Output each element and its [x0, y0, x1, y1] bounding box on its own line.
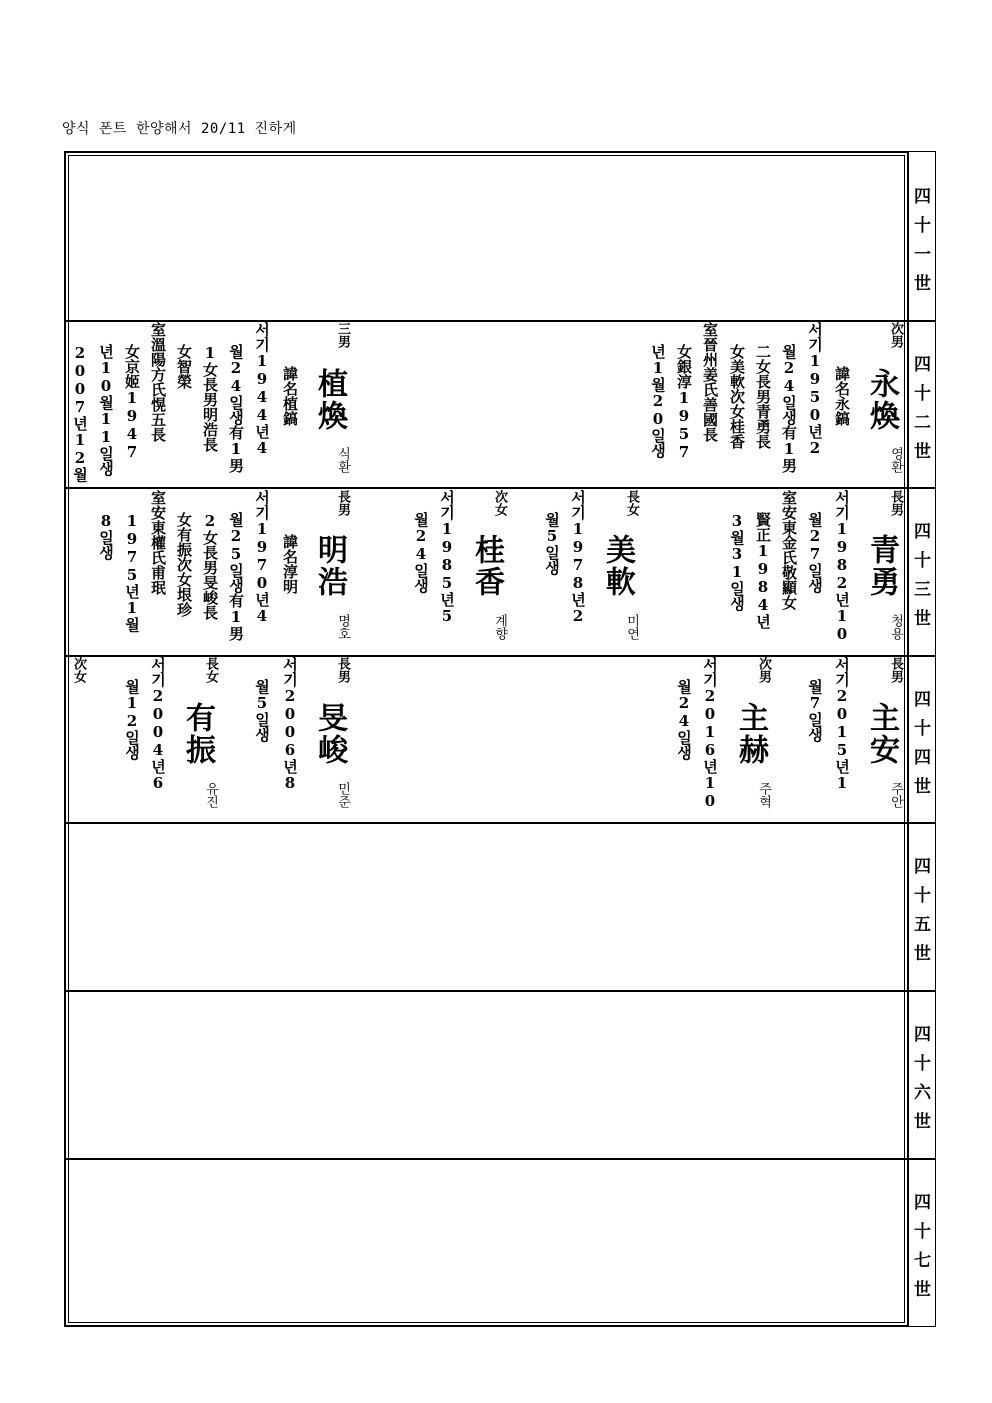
generation-char: 十	[914, 216, 931, 236]
detail-line: 諱名淳明	[281, 534, 299, 594]
generation-char: 三	[914, 580, 931, 600]
generation-char: 四	[914, 748, 931, 768]
detail-line: 월24일생有1男	[780, 344, 798, 473]
detail-line: 서기2015년1	[833, 657, 851, 792]
korean-name: 식환	[335, 447, 350, 473]
row-divider	[64, 822, 936, 824]
detail-line: 1975년1월	[123, 512, 141, 632]
generation-label	[909, 488, 936, 655]
generation-char: 十	[914, 384, 931, 404]
detail-line: 월12일생	[123, 679, 141, 760]
detail-line: 년1월20일생	[649, 344, 667, 458]
detail-line: 월27일생	[806, 512, 824, 593]
relation-label: 三男	[335, 322, 350, 348]
detail-line: 월24일생	[675, 679, 693, 760]
relation-label: 長男	[888, 490, 903, 516]
generation-char: 世	[914, 442, 931, 462]
generation-label	[909, 153, 936, 320]
korean-name: 주혁	[756, 782, 771, 808]
generation-char: 十	[914, 719, 931, 739]
person-name: 主赫	[733, 702, 768, 766]
generation-char: 一	[914, 245, 931, 265]
korean-name: 계향	[492, 614, 507, 640]
person-name: 永煥	[864, 368, 899, 432]
detail-line: 女智榮	[175, 344, 193, 389]
detail-line: 女銀淳1957	[675, 344, 693, 461]
detail-line: 월7일생	[806, 679, 824, 742]
person-name: 桂香	[469, 534, 504, 598]
detail-line: 서기1982년10	[833, 490, 851, 643]
generation-char: 二	[914, 413, 931, 433]
korean-name: 민준	[335, 782, 350, 808]
detail-line: 女京姬1947	[123, 344, 141, 461]
relation-label: 長女	[203, 657, 218, 683]
detail-line: 년10월11일생	[97, 344, 115, 476]
korean-name: 청용	[888, 614, 903, 640]
detail-line: 二女長男青勇長	[754, 344, 772, 449]
generation-char: 四	[914, 1025, 931, 1045]
generation-char: 世	[914, 777, 931, 797]
detail-line: 賢正1984년	[754, 512, 772, 629]
generation-char: 四	[914, 690, 931, 710]
detail-line: 2007년12월	[71, 344, 89, 482]
generation-char: 四	[914, 1193, 931, 1213]
generation-char: 十	[914, 1222, 931, 1242]
relation-label: 長男	[888, 657, 903, 683]
relation-label: 長男	[335, 657, 350, 683]
detail-line: 서기1978년2	[569, 490, 587, 625]
detail-line: 서기2006년8	[281, 657, 299, 792]
korean-name: 미연	[624, 614, 639, 640]
generation-char: 七	[914, 1251, 931, 1271]
row-divider	[64, 655, 936, 657]
detail-line: 女有振次女垠珍	[175, 512, 193, 617]
korean-name: 주안	[888, 782, 903, 808]
detail-line: 월24일생有1男	[227, 344, 245, 473]
person-name: 青勇	[864, 534, 899, 598]
generation-char: 十	[914, 886, 931, 906]
generation-char: 六	[914, 1083, 931, 1103]
generation-char: 世	[914, 944, 931, 964]
row-divider	[64, 1158, 936, 1160]
generation-label	[909, 1159, 936, 1325]
detail-line: 諱名永鎬	[833, 366, 851, 426]
generation-char: 十	[914, 551, 931, 571]
detail-line: 서기1985년5	[438, 490, 456, 625]
detail-line: 서기1950년2	[806, 322, 824, 457]
detail-line: 3월31일생	[728, 512, 746, 611]
detail-line: 室安東金氏敬顯女	[780, 490, 798, 610]
generation-label	[909, 656, 936, 822]
generation-char: 四	[914, 522, 931, 542]
person-name: 明浩	[312, 534, 347, 598]
detail-line: 2女長男旻峻長	[201, 512, 219, 620]
generation-char: 四	[914, 355, 931, 375]
generation-char: 世	[914, 1280, 931, 1300]
detail-line: 室溫陽方氏愰五長	[149, 322, 167, 442]
row-divider	[64, 990, 936, 992]
generation-char: 世	[914, 609, 931, 629]
detail-line: 서기1970년4	[253, 490, 271, 625]
detail-line: 서기1944년4	[253, 322, 271, 457]
relation-label: 次女	[71, 657, 86, 683]
relation-label: 次女	[492, 490, 507, 516]
person-name: 植煥	[312, 368, 347, 432]
korean-name: 유진	[203, 782, 218, 808]
header-note: 양식 폰트 한양해서 20/11 진하게	[62, 121, 297, 137]
korean-name: 명호	[335, 614, 350, 640]
generation-char: 世	[914, 274, 931, 294]
person-name: 美軟	[600, 534, 635, 598]
relation-label: 長男	[335, 490, 350, 516]
detail-line: 諱名植鎬	[281, 366, 299, 426]
generation-char: 世	[914, 1112, 931, 1132]
relation-label: 長女	[624, 490, 639, 516]
generation-label	[909, 823, 936, 990]
detail-line: 월24일생	[412, 512, 430, 593]
person-name: 旻峻	[312, 702, 347, 766]
detail-line: 室晉州姜氏善國長	[701, 322, 719, 442]
person-name: 有振	[180, 702, 215, 766]
detail-line: 8일생	[97, 512, 115, 560]
detail-line: 서기2004년6	[149, 657, 167, 792]
detail-line: 월25일생有1男	[227, 512, 245, 641]
detail-line: 월5일생	[253, 679, 271, 742]
generation-label	[909, 321, 936, 487]
generation-char: 五	[914, 915, 931, 935]
detail-line: 1女長男明浩長	[201, 344, 219, 452]
detail-line: 서기2016년10	[701, 657, 719, 810]
relation-label: 次男	[888, 322, 903, 348]
generation-label	[909, 991, 936, 1158]
detail-line: 室安東權氏甫珉	[149, 490, 167, 595]
detail-line: 월5일생	[543, 512, 561, 575]
row-divider	[64, 487, 936, 489]
generation-char: 四	[914, 857, 931, 877]
generation-char: 十	[914, 1054, 931, 1074]
person-name: 主安	[864, 702, 899, 766]
detail-line: 女美軟次女桂香	[728, 344, 746, 449]
generation-char: 四	[914, 187, 931, 207]
korean-name: 영환	[888, 447, 903, 473]
relation-label: 次男	[756, 657, 771, 683]
